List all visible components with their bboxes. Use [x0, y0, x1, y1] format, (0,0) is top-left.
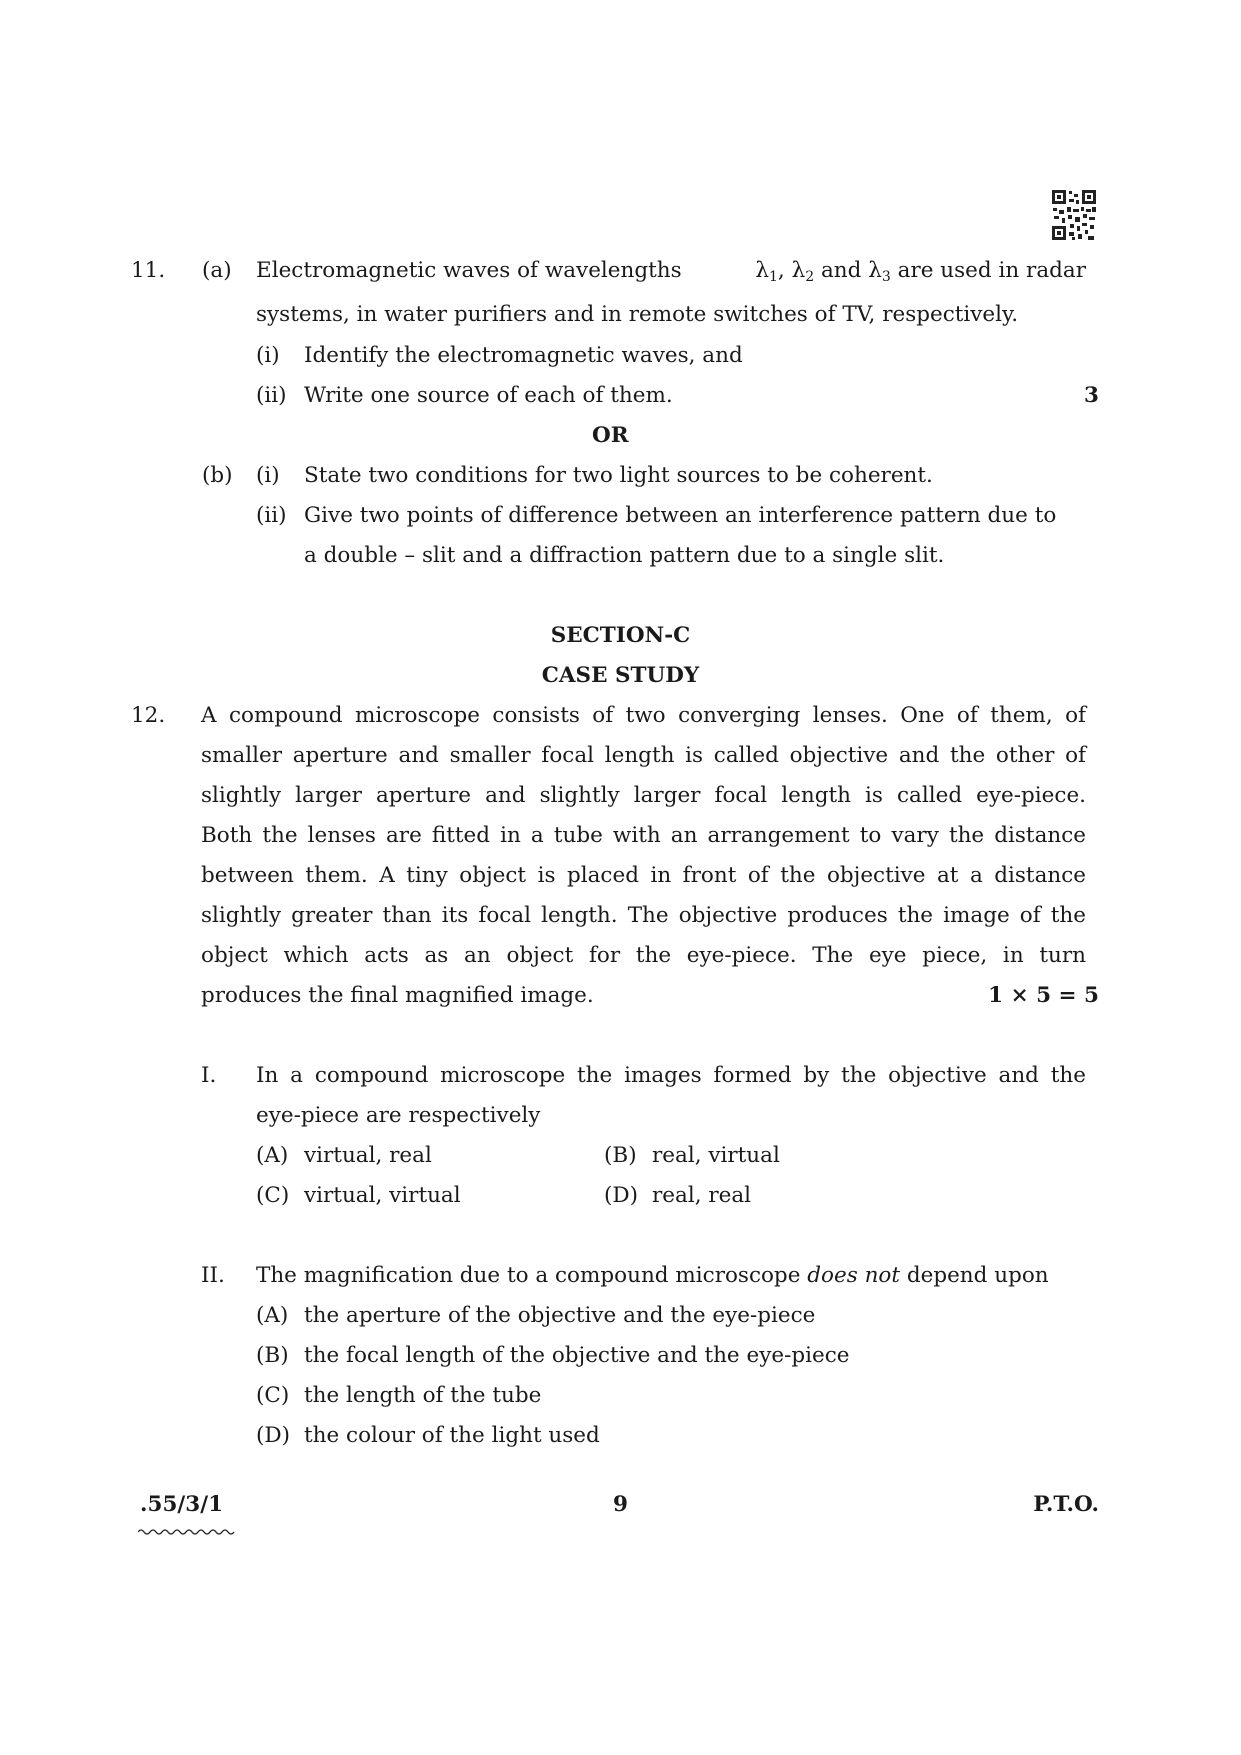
- q12-II-option-C-label: (C): [256, 1383, 290, 1408]
- q12-passage-line: Both the lenses are fitted in a tube with an arrangement to vary the distance: [201, 823, 1086, 848]
- q11-a-i-text: Identify the electromagnetic waves, and: [304, 343, 743, 368]
- q11-marks: 3: [1084, 383, 1099, 408]
- footer-pto: P.T.O.: [1033, 1492, 1099, 1517]
- q12-passage-line: slightly larger aperture and slightly larger focal length is called eye-piece.: [201, 783, 1086, 808]
- footer-page-number: 9: [613, 1492, 628, 1517]
- q12-II-post: depend upon: [900, 1263, 1049, 1288]
- separator: ,: [777, 258, 792, 283]
- q12-II-option-A-label: (A): [256, 1303, 289, 1328]
- q11-b-ii-line2: a double – slit and a diffraction pattern due to a single slit.: [304, 543, 945, 568]
- wavy-underline: [138, 1528, 236, 1536]
- q12-II-option-B-label: (B): [256, 1343, 289, 1368]
- q12-passage-line: slightly greater than its focal length. The objective produces the image of the: [201, 903, 1086, 928]
- q12-marks: 1 × 5 = 5: [988, 983, 1099, 1008]
- q11-a-line1: [256, 258, 1086, 285]
- q11-b-ii-label: (ii): [256, 503, 287, 528]
- q11-or: OR: [592, 423, 629, 448]
- q11-a-ii-text: Write one source of each of them.: [304, 383, 673, 408]
- q12-I-option-B-text: real, virtual: [652, 1143, 780, 1168]
- footer-paper-code: .55/3/1: [140, 1492, 224, 1517]
- q12-I-option-D-text: real, real: [652, 1183, 752, 1208]
- q11-a-line1-pre: Electromagnetic waves of wavelengths: [256, 258, 689, 283]
- q12-II-option-C-text: the length of the tube: [304, 1383, 542, 1408]
- q11-a-label: (a): [202, 258, 232, 283]
- q12-I-label: I.: [201, 1063, 217, 1088]
- q12-II-option-B-text: the focal length of the objective and the eye-piece: [304, 1343, 850, 1368]
- q12-I-option-C-label: (C): [256, 1183, 290, 1208]
- q12-passage-line: smaller aperture and smaller focal length is called objective and the other of: [201, 743, 1086, 768]
- q12-I-option-A-text: virtual, real: [304, 1143, 432, 1168]
- q11-a-i-label: (i): [256, 343, 280, 368]
- q12-II-pre: The magnification due to a compound microscope: [256, 1263, 808, 1288]
- q12-II-option-A-text: the aperture of the objective and the eye-piece: [304, 1303, 816, 1328]
- lambda-symbol: λ: [868, 258, 882, 283]
- qr-code: [1052, 190, 1096, 240]
- q12-I-line1: In a compound microscope the images formed by the objective and the: [256, 1063, 1086, 1088]
- q12-I-option-B-label: (B): [604, 1143, 637, 1168]
- q11-b-i-label: (i): [256, 463, 280, 488]
- section-subtitle: CASE STUDY: [541, 663, 700, 688]
- q12-II-question: [256, 1263, 1049, 1288]
- q12-II-label: II.: [201, 1263, 225, 1288]
- q12-passage-line: between them. A tiny object is placed in front of the objective at a distance: [201, 863, 1086, 888]
- subscript: 3: [881, 269, 891, 285]
- q11-b-i-text: State two conditions for two light sources to be coherent.: [304, 463, 933, 488]
- q12-I-option-D-label: (D): [604, 1183, 639, 1208]
- q12-passage-line: object which acts as an object for the eye-piece. The eye piece, in turn: [201, 943, 1086, 968]
- section-title: SECTION-C: [550, 623, 691, 648]
- lambda-symbol: λ: [755, 258, 769, 283]
- subscript: 1: [768, 269, 778, 285]
- q12-I-option-A-label: (A): [256, 1143, 289, 1168]
- q12-passage-line: A compound microscope consists of two converging lenses. One of them, of: [201, 703, 1086, 728]
- q12-II-emphasis: does not: [807, 1263, 900, 1288]
- lambda-symbol: λ: [791, 258, 806, 283]
- q12-passage-line: produces the final magnified image.: [201, 983, 594, 1008]
- q12-number: 12.: [131, 703, 166, 728]
- q11-b-label: (b): [202, 463, 233, 488]
- q12-II-option-D-text: the colour of the light used: [304, 1423, 600, 1448]
- q11-a-line1-post: are used in radar: [890, 258, 1086, 283]
- subscript: 2: [805, 269, 815, 285]
- q12-II-option-D-label: (D): [256, 1423, 291, 1448]
- separator: and: [814, 258, 869, 283]
- q11-number: 11.: [131, 258, 166, 283]
- q11-a-ii-label: (ii): [256, 383, 287, 408]
- q12-I-line2: eye-piece are respectively: [256, 1103, 541, 1128]
- q11-a-line2: systems, in water purifiers and in remote switches of TV, respectively.: [256, 302, 1019, 327]
- q11-a-lambda-group: [755, 258, 1086, 285]
- q11-b-ii-line1: Give two points of difference between an interference pattern due to: [304, 503, 1057, 528]
- q12-I-option-C-text: virtual, virtual: [304, 1183, 461, 1208]
